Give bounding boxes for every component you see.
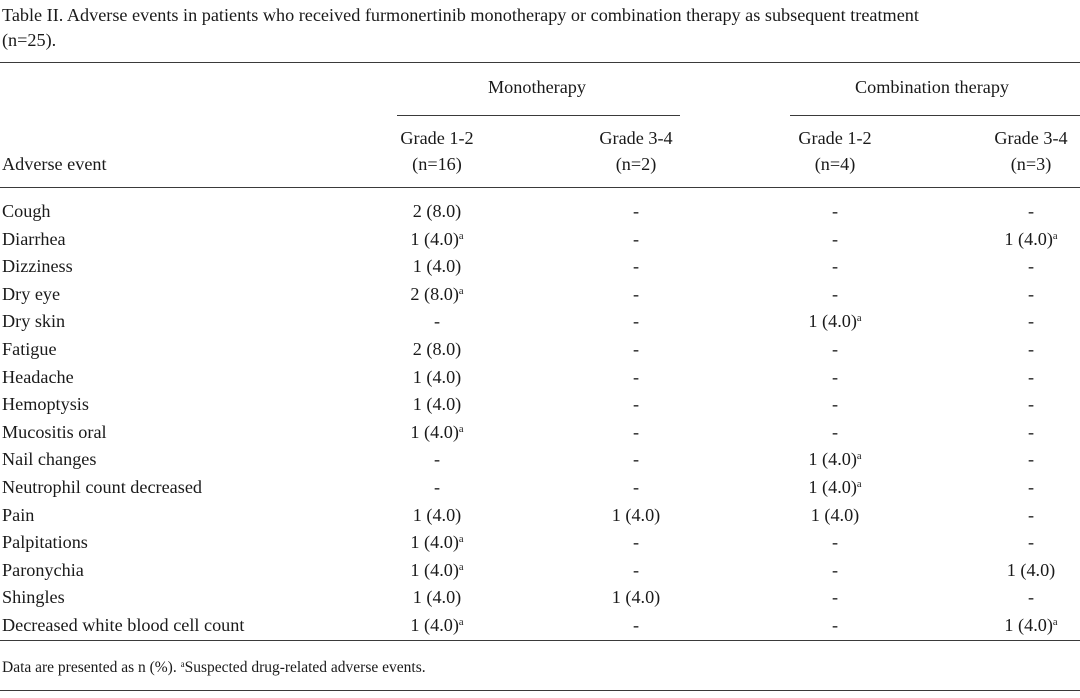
adverse-event-label: Nail changes xyxy=(2,449,97,470)
adverse-event-label: Dry skin xyxy=(2,311,66,332)
table-cell xyxy=(1028,446,1034,472)
table-cell xyxy=(633,557,639,583)
table-cell xyxy=(808,474,861,500)
footnote-text-2: Suspected drug-related adverse events. xyxy=(184,659,426,676)
cell-value: - xyxy=(632,283,640,304)
cell-value: - xyxy=(831,587,839,608)
table-cell xyxy=(832,612,838,638)
table-cell xyxy=(633,474,639,500)
adverse-event-label: Hemoptysis xyxy=(2,394,89,415)
footnote-text-1: Data are presented as n (%). xyxy=(2,659,181,676)
column-header-n: (n=3) xyxy=(1010,154,1052,174)
table-cell xyxy=(1028,336,1034,362)
cell-value: 1 (4.0) xyxy=(808,311,857,332)
table-cell xyxy=(1028,474,1034,500)
column-header-grade: Grade 3-4 xyxy=(599,128,673,148)
cell-value: - xyxy=(831,615,839,635)
suspected-drug-related-marker: a xyxy=(458,534,464,546)
footnote-rule xyxy=(0,690,1080,691)
caption-line-2: (n=25). xyxy=(2,30,57,50)
table-cell xyxy=(633,391,639,417)
cell-value: - xyxy=(632,615,640,635)
cell-value: - xyxy=(1027,394,1035,415)
table-caption xyxy=(2,3,1078,53)
cell-value: - xyxy=(831,366,839,387)
caption-line-1: Table II. Adverse events in patients who received furmonertinib monotherapy or combination therapy as subsequent treatment xyxy=(2,5,919,25)
suspected-drug-related-marker: a xyxy=(1052,230,1058,242)
column-header-grade: Grade 1-2 xyxy=(400,128,474,148)
table-cell xyxy=(633,198,639,224)
cell-value: - xyxy=(1027,339,1035,359)
table-cell xyxy=(633,529,639,555)
table-cell xyxy=(832,391,838,417)
cell-value: - xyxy=(632,477,640,497)
cell-value: - xyxy=(1027,201,1035,221)
cell-value: - xyxy=(632,421,640,442)
cell-value: - xyxy=(831,283,839,304)
adverse-event-label: Dizziness xyxy=(2,256,73,277)
bottom-rule xyxy=(0,640,1080,641)
cell-value: - xyxy=(632,366,640,387)
table-cell xyxy=(1028,364,1034,390)
cell-value: - xyxy=(632,559,640,580)
table-cell xyxy=(633,253,639,279)
table-cell xyxy=(413,198,462,224)
monotherapy-underline xyxy=(397,115,680,116)
cell-value: 1 (4.0) xyxy=(410,559,459,580)
column-header-n: (n=2) xyxy=(615,154,657,174)
group-header-combination: Combination therapy xyxy=(854,77,1010,97)
table-cell xyxy=(1028,529,1034,555)
header-rule xyxy=(0,187,1080,188)
table-cell xyxy=(1007,557,1056,583)
table-cell xyxy=(413,336,462,362)
table-cell xyxy=(1028,419,1034,445)
cell-value: - xyxy=(1027,366,1035,387)
cell-value: - xyxy=(831,532,839,553)
cell-value: 1 (4.0) xyxy=(611,587,661,608)
cell-value: - xyxy=(433,449,441,470)
cell-value: - xyxy=(1027,311,1035,332)
table-cell xyxy=(1028,198,1034,224)
footnote-superscript: a xyxy=(180,659,185,669)
cell-value: - xyxy=(1027,477,1035,497)
cell-value: 1 (4.0) xyxy=(1004,228,1053,249)
adverse-event-label: Neutrophil count decreased xyxy=(2,477,202,497)
table-cell xyxy=(633,364,639,390)
column-header-grade: Grade 1-2 xyxy=(798,128,872,148)
table-cell xyxy=(832,336,838,362)
cell-value: - xyxy=(831,201,839,221)
cell-value: - xyxy=(831,394,839,415)
cell-value: 1 (4.0) xyxy=(412,504,462,525)
adverse-event-label: Pain xyxy=(2,504,35,525)
cell-value: - xyxy=(1027,283,1035,304)
cell-value: - xyxy=(831,421,839,442)
table-footnote xyxy=(2,658,426,678)
table-cell xyxy=(633,446,639,472)
cell-value: 2 (8.0) xyxy=(410,283,459,304)
table-cell xyxy=(410,557,463,583)
cell-value: 1 (4.0) xyxy=(1004,615,1053,635)
cell-value: 1 (4.0) xyxy=(410,421,459,442)
table-cell xyxy=(811,502,860,528)
table-cell xyxy=(1028,391,1034,417)
cell-value: - xyxy=(831,228,839,249)
cell-value: - xyxy=(1027,587,1035,608)
column-header-n: (n=4) xyxy=(814,154,856,174)
adverse-event-label: Headache xyxy=(2,366,74,387)
table-cell xyxy=(410,529,463,555)
cell-value: - xyxy=(632,228,640,249)
suspected-drug-related-marker: a xyxy=(1052,617,1058,628)
cell-value: 2 (8.0) xyxy=(412,201,462,221)
cell-value: - xyxy=(1027,449,1035,470)
table-cell xyxy=(1004,226,1057,252)
suspected-drug-related-marker: a xyxy=(458,561,464,573)
table-cell xyxy=(410,612,463,638)
suspected-drug-related-marker: a xyxy=(856,451,862,463)
table-cell xyxy=(410,419,463,445)
table-cell xyxy=(1004,612,1057,638)
column-header-grade: Grade 3-4 xyxy=(994,128,1068,148)
adverse-event-label: Dry eye xyxy=(2,283,61,304)
suspected-drug-related-marker: a xyxy=(458,285,464,297)
table-cell xyxy=(832,557,838,583)
table-cell xyxy=(434,474,440,500)
table-cell xyxy=(832,226,838,252)
cell-value: 1 (4.0) xyxy=(808,449,857,470)
cell-value: 1 (4.0) xyxy=(1006,559,1056,580)
table-cell xyxy=(413,391,462,417)
cell-value: 1 (4.0) xyxy=(412,256,462,277)
combination-underline xyxy=(790,115,1080,116)
table-cell xyxy=(633,308,639,334)
cell-value: - xyxy=(632,449,640,470)
cell-value: 1 (4.0) xyxy=(410,615,459,635)
table-cell xyxy=(832,419,838,445)
table-cell xyxy=(612,584,661,610)
table-cell xyxy=(413,584,462,610)
adverse-event-label: Diarrhea xyxy=(2,228,66,249)
table-cell xyxy=(832,253,838,279)
cell-value: - xyxy=(632,532,640,553)
table-cell xyxy=(832,281,838,307)
cell-value: 1 (4.0) xyxy=(412,394,462,415)
table-cell xyxy=(434,446,440,472)
adverse-event-label: Cough xyxy=(2,201,51,221)
table-cell xyxy=(1028,584,1034,610)
cell-value: 1 (4.0) xyxy=(412,587,462,608)
cell-value: - xyxy=(632,201,640,221)
cell-value: 1 (4.0) xyxy=(410,228,459,249)
table-cell xyxy=(1028,502,1034,528)
cell-value: 1 (4.0) xyxy=(412,366,462,387)
table-cell xyxy=(434,308,440,334)
suspected-drug-related-marker: a xyxy=(458,423,464,435)
cell-value: - xyxy=(831,559,839,580)
table-cell xyxy=(633,226,639,252)
adverse-event-label: Palpitations xyxy=(2,532,88,553)
cell-value: - xyxy=(433,311,441,332)
cell-value: - xyxy=(831,339,839,359)
adverse-event-label: Paronychia xyxy=(2,559,84,580)
table-cell xyxy=(633,281,639,307)
table-cell xyxy=(633,419,639,445)
table-cell xyxy=(413,364,462,390)
cell-value: - xyxy=(1027,421,1035,442)
table-cell xyxy=(832,364,838,390)
cell-value: - xyxy=(1027,256,1035,277)
row-label-header: Adverse event xyxy=(2,154,107,174)
suspected-drug-related-marker: a xyxy=(458,617,464,628)
table-cell xyxy=(1028,281,1034,307)
table-cell xyxy=(413,502,462,528)
table-cell xyxy=(612,502,661,528)
table-cell xyxy=(1028,308,1034,334)
table-cell xyxy=(410,281,463,307)
cell-value: - xyxy=(632,311,640,332)
suspected-drug-related-marker: a xyxy=(856,313,862,325)
column-header-n: (n=16) xyxy=(412,154,462,174)
table-cell xyxy=(832,198,838,224)
suspected-drug-related-marker: a xyxy=(458,230,464,242)
cell-value: 1 (4.0) xyxy=(611,504,661,525)
cell-value: - xyxy=(831,256,839,277)
table-cell xyxy=(832,584,838,610)
top-rule xyxy=(0,62,1080,63)
table-cell xyxy=(808,308,861,334)
adverse-event-label: Mucositis oral xyxy=(2,421,107,442)
group-header-monotherapy: Monotherapy xyxy=(488,77,586,97)
table-cell xyxy=(413,253,462,279)
cell-value: 1 (4.0) xyxy=(810,504,860,525)
table-cell xyxy=(410,226,463,252)
table-cell xyxy=(1028,253,1034,279)
adverse-event-label: Fatigue xyxy=(2,339,57,359)
table-cell xyxy=(808,446,861,472)
adverse-event-label: Shingles xyxy=(2,587,65,608)
cell-value: 1 (4.0) xyxy=(808,477,857,497)
adverse-event-label: Decreased white blood cell count xyxy=(2,615,245,635)
cell-value: - xyxy=(433,477,441,497)
cell-value: - xyxy=(632,394,640,415)
cell-value: - xyxy=(632,256,640,277)
cell-value: - xyxy=(632,339,640,359)
suspected-drug-related-marker: a xyxy=(856,479,862,490)
cell-value: - xyxy=(1027,504,1035,525)
cell-value: 2 (8.0) xyxy=(412,339,462,359)
cell-value: - xyxy=(1027,532,1035,553)
table-cell xyxy=(633,336,639,362)
table-cell xyxy=(633,612,639,638)
table-cell xyxy=(832,529,838,555)
cell-value: 1 (4.0) xyxy=(410,532,459,553)
